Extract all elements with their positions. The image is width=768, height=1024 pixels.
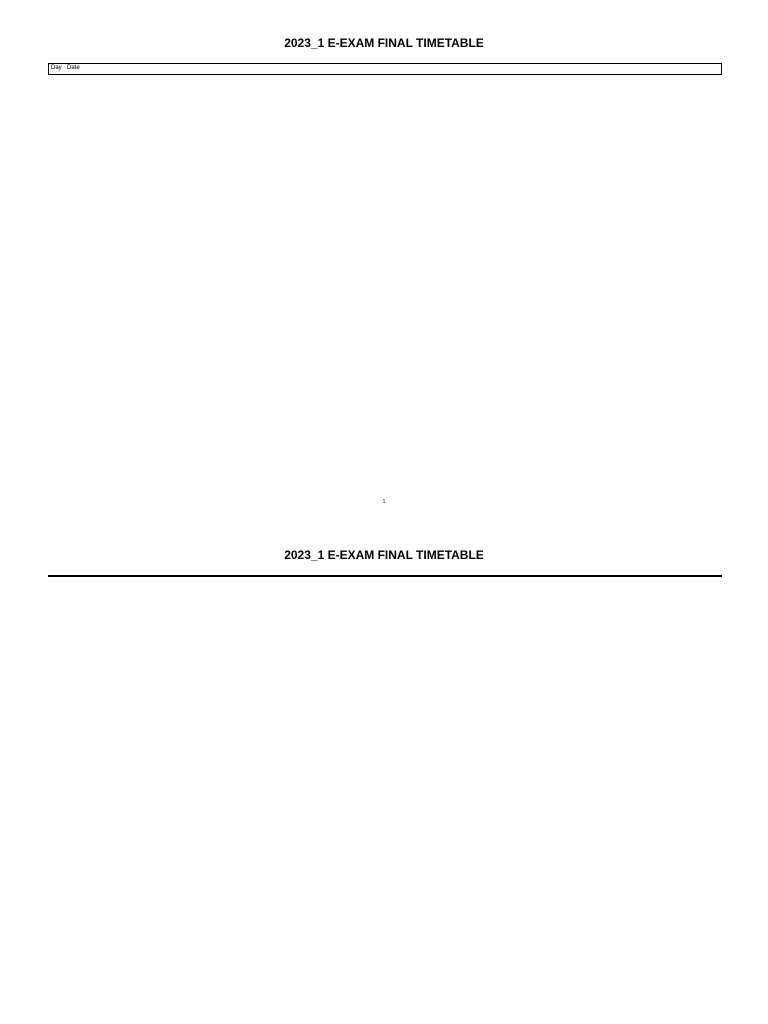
page-number: 1 [382,499,386,505]
date-header: Date [67,65,80,71]
timetable [48,575,722,577]
page-2 [0,512,768,1024]
timetable [48,63,722,75]
day-header: Day [51,65,62,71]
page-title: 2023_1 E-EXAM FINAL TIMETABLE [284,548,484,562]
page-title: 2023_1 E-EXAM FINAL TIMETABLE [284,36,484,50]
timetable-header-row [49,64,721,74]
